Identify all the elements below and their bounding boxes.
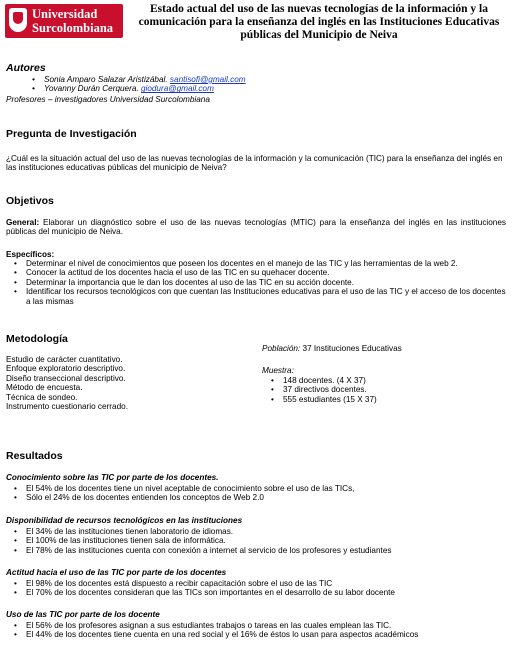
metodologia-lines: [6, 355, 128, 411]
list-item: • El 56% de los profesores asignan a sus estudiantes trabajos o tareas en las cuales emplean las TIC.: [26, 621, 418, 630]
author-name: Sonia Amparo Salazar Aristizábal.: [44, 75, 168, 84]
metodologia-line: Técnica de sondeo.: [6, 392, 78, 402]
logo-line-2: Surcolombiana: [32, 21, 114, 35]
logo-line-1: Universidad: [32, 7, 98, 21]
metodologia-line: Instrumento cuestionario cerrado.: [6, 402, 128, 412]
author-item: [44, 75, 246, 84]
poblacion-label: Población:: [262, 344, 301, 353]
muestra-label: Muestra:: [262, 366, 294, 375]
list-item: • Sólo el 24% de los docentes entienden los conceptos de Web 2.0: [26, 493, 354, 502]
list-item: • 148 docentes. (4 X 37): [283, 376, 377, 385]
list-item: • Determinar la importancia que le dan los docentes al uso de las TIC en su acción docente.: [26, 278, 506, 287]
shield-icon: [9, 8, 27, 32]
list-item: • El 100% de las instituciones tienen sala de informática.: [26, 536, 391, 545]
metodologia-heading: Metodología: [6, 333, 68, 345]
list-item: • El 34% de las instituciones tienen laboratorio de idiomas.: [26, 527, 391, 536]
poblacion: [262, 344, 402, 353]
resultados-heading: Resultados: [6, 450, 63, 462]
authors-role: Profesores – investigadores Universidad Surcolombiana: [6, 95, 210, 104]
general-label: General:: [6, 218, 40, 227]
result-list: [26, 484, 354, 503]
result-group-title: Conocimiento sobre las TIC por parte de los docentes.: [6, 473, 219, 482]
authors-list: [44, 75, 246, 94]
especificos-list: [26, 259, 506, 306]
result-list: [26, 621, 418, 640]
general-text: Elaborar un diagnóstico sobre el uso de las nuevas tecnologías (MTIC) para la enseñanza del inglés en las instituciones públicas del municipio de Neiva.: [6, 218, 506, 237]
list-item: • Determinar el nivel de conocimientos que poseen los docentes en el manejo de las TIC y las herramientas de la web 2.: [26, 259, 506, 268]
author-name: Yovanny Durán Cerquera.: [44, 84, 139, 94]
pregunta-text: ¿Cuál es la situación actual del uso de las nuevas tecnologías de la información y la comunicación (TIC) para la enseñanza del inglés en las instituciones educativas públicas del municipio de Neiva?: [6, 154, 503, 173]
list-item: • El 54% de los docentes tiene un nivel aceptable de conocimiento sobre el uso de las TICs,: [26, 484, 354, 493]
result-list: [26, 579, 395, 598]
author-email-link[interactable]: giodura@gmail.com: [140, 84, 214, 94]
document-title: Estado actual del uso de las nuevas tecnologías de la información y la comunicación para la enseñanza del inglés en las Instituciones Educativas públicas del Municipio de Neiva: [138, 3, 500, 41]
objetivo-general: [6, 218, 506, 237]
result-group-title: Actitud hacia el uso de las TIC por parte de los docentes: [6, 568, 227, 577]
metodologia-line: Estudio de carácter cuantitativo.: [6, 355, 123, 364]
list-item: • Conocer la actitud de los docentes hacia el uso de las TIC en su quehacer docente.: [26, 268, 506, 277]
objetivos-heading: Objetivos: [6, 195, 54, 207]
metodologia-line: Diseño transeccional descriptivo.: [6, 373, 126, 383]
list-item: • El 98% de los docentes está dispuesto a recibir capacitación sobre el uso de las TIC: [26, 579, 395, 588]
list-item: • El 44% de los docentes tiene cuenta en una red social y el 16% de éstos lo usan para aspectos académicos: [26, 630, 418, 639]
metodologia-line: Enfoque exploratorio descriptivo.: [6, 364, 126, 374]
pregunta-heading: Pregunta de Investigación: [6, 128, 137, 140]
author-email-link[interactable]: santisofi@gmail.com: [169, 75, 246, 84]
list-item: • El 70% de los docentes consideran que las TICs son importantes en el desarrollo de su labor docente: [26, 588, 395, 597]
result-group-title: Uso de las TIC por parte de los docente: [6, 610, 160, 619]
result-list: [26, 527, 391, 555]
author-item: [44, 84, 246, 93]
university-logo: [5, 4, 123, 38]
metodologia-line: Método de encuesta.: [6, 383, 83, 393]
list-item: • Identificar los recursos tecnológicos con que cuentan las Instituciones educativas para el uso de las TIC y el acceso de los docentes a las mismas: [26, 287, 506, 306]
result-group-title: Disponibilidad de recursos tecnológicos en las instituciones: [6, 516, 243, 525]
poblacion-text: 37 Instituciones Educativas: [300, 344, 402, 353]
autores-heading: Autores: [6, 62, 46, 74]
list-item: • 555 estudiantes (15 X 37): [283, 395, 377, 404]
list-item: • El 78% de las instituciones cuenta con conexión a internet al servicio de los profesores y estudiantes: [26, 546, 391, 555]
especificos-label: Específicos:: [6, 250, 55, 259]
list-item: • 37 directivos docentes.: [283, 385, 377, 394]
muestra-list: [283, 376, 377, 404]
